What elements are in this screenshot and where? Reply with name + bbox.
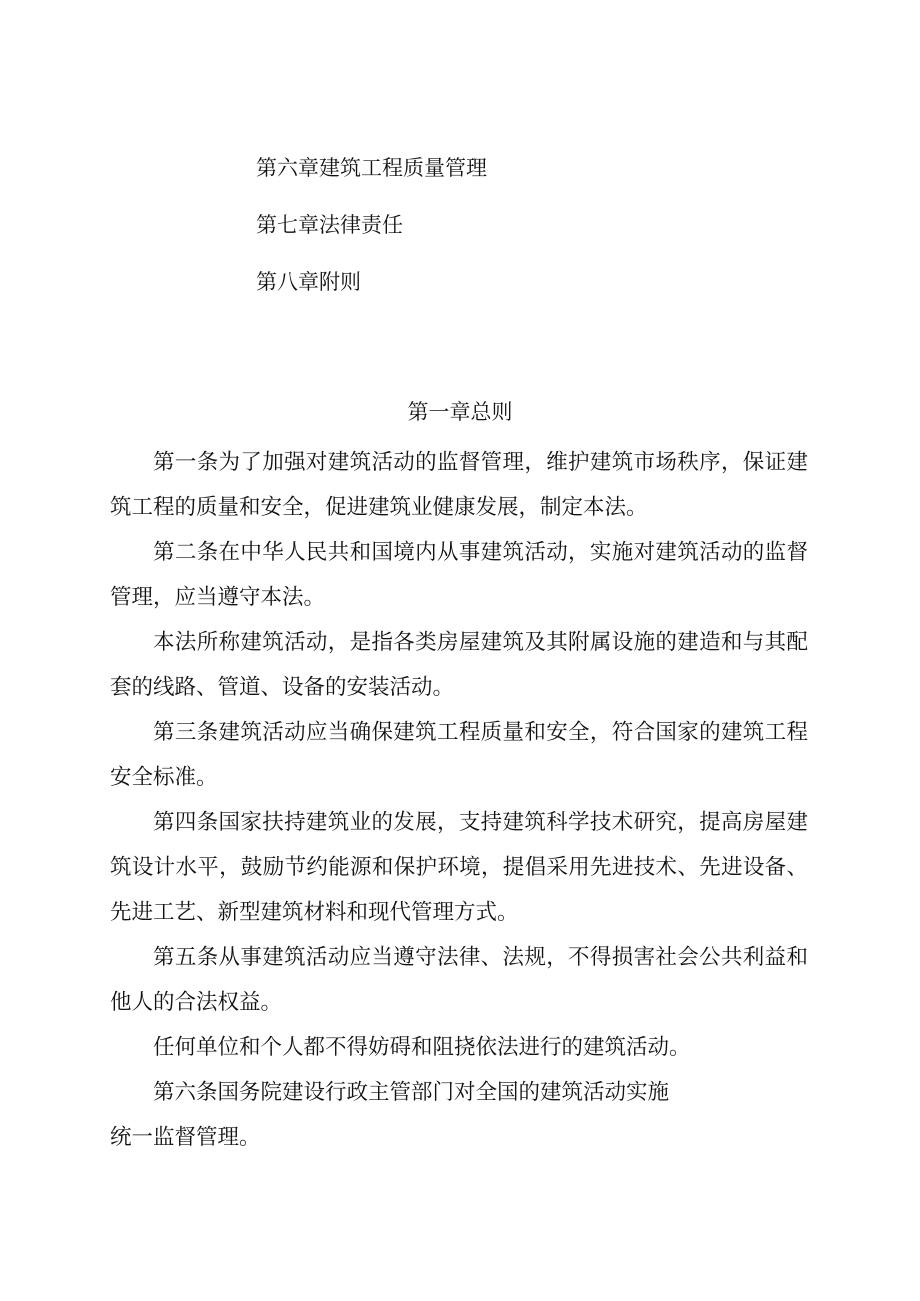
article-5-paragraph: 第五条从事建筑活动应当遵守法律、法规，不得损害社会公共利益和他人的合法权益。 xyxy=(110,945,808,1015)
article-2-definition-paragraph: 本法所称建筑活动，是指各类房屋建筑及其附属设施的建造和与其配套的线路、管道、设备的安装活动。 xyxy=(110,630,808,700)
toc-item-chapter-7: 第七章法律责任 xyxy=(256,213,403,237)
toc-item-chapter-8: 第八章附则 xyxy=(256,270,361,294)
article-1-paragraph: 第一条为了加强对建筑活动的监督管理，维护建筑市场秩序，保证建筑工程的质量和安全，促进建筑业健康发展，制定本法。 xyxy=(110,450,808,520)
article-2-paragraph: 第二条在中华人民共和国境内从事建筑活动，实施对建筑活动的监督管理，应当遵守本法。 xyxy=(110,540,808,610)
article-6-continuation-line: 统一监督管理。 xyxy=(110,1125,261,1150)
article-6-paragraph: 第六条国务院建设行政主管部门对全国的建筑活动实施 xyxy=(153,1080,670,1105)
chapter-title: 第一章总则 xyxy=(407,400,513,424)
toc-item-chapter-6: 第六章建筑工程质量管理 xyxy=(256,156,487,180)
chapter-body xyxy=(110,440,808,1160)
article-5-continuation-paragraph: 任何单位和个人都不得妨碍和阻挠依法进行的建筑活动。 xyxy=(153,1035,691,1060)
table-of-contents xyxy=(256,150,487,321)
article-4-paragraph: 第四条国家扶持建筑业的发展，支持建筑科学技术研究，提高房屋建筑设计水平，鼓励节约能源和保护环境，提倡采用先进技术、先进设备、先进工艺、新型建筑材料和现代管理方式。 xyxy=(110,810,808,925)
article-3-paragraph: 第三条建筑活动应当确保建筑工程质量和安全，符合国家的建筑工程安全标准。 xyxy=(110,720,808,790)
